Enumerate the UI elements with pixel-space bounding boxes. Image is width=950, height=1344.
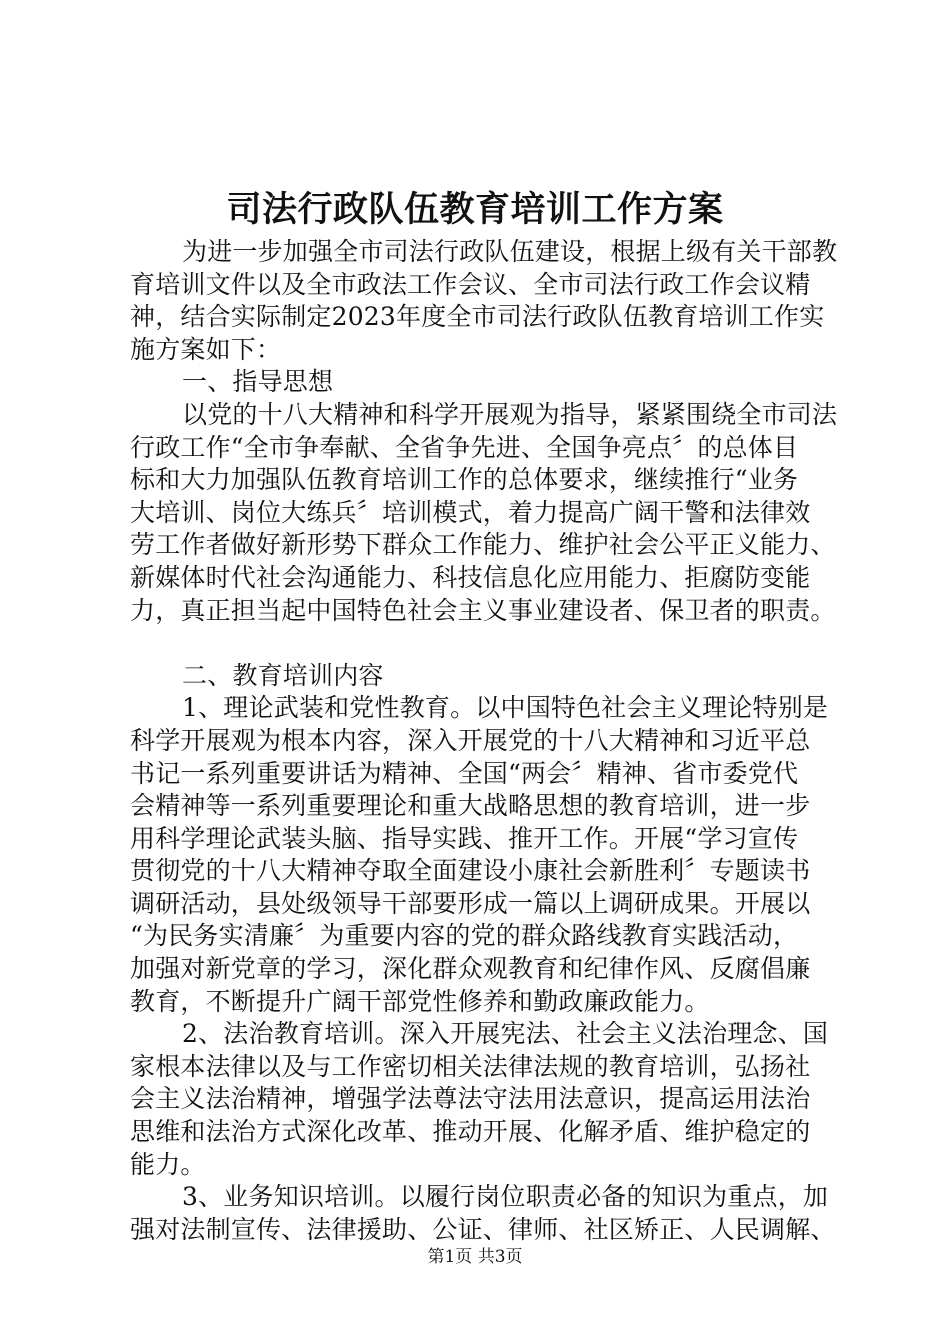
text-line: 教育，不断提升广阔干部党性修养和勤政廉政能力。 bbox=[130, 986, 710, 1016]
text-line: 神，结合实际制定2023年度全市司法行政队伍教育培训工作实 bbox=[130, 302, 825, 332]
text-line: 大培训、岗位大练兵〞培训模式，着力提高广阔干警和法律效 bbox=[130, 497, 811, 527]
page-footer: 第1页 共3页 bbox=[427, 1247, 523, 1267]
text-line: 3、业务知识培训。以履行岗位职责必备的知识为重点，加 bbox=[182, 1182, 829, 1212]
text-line: 施方案如下： bbox=[130, 334, 282, 364]
document-title: 司法行政队伍教育培训工作方案 bbox=[226, 190, 724, 230]
text-line: 1、理论武装和党性教育。以中国特色社会主义理论特别是 bbox=[182, 693, 829, 723]
text-line: 能力。 bbox=[130, 1149, 206, 1179]
text-line: “为民务实清廉〞为重要内容的党的群众路线教育实践活动， bbox=[130, 921, 799, 951]
text-line: 为进一步加强全市司法行政队伍建设，根据上级有关干部教 bbox=[182, 237, 838, 266]
text-line: 贯彻党的十八大精神夺取全面建设小康社会新胜利〞专题读书 bbox=[130, 856, 811, 886]
blank-line bbox=[130, 627, 855, 660]
text-line: 家根本法律以及与工作密切相关法律法规的教育培训，弘扬社 bbox=[130, 1051, 811, 1081]
text-line: 力，真正担当起中国特色社会主义事业建设者、保卫者的职责。 bbox=[130, 595, 836, 625]
text-line: 书记一系列重要讲话为精神、全国“两会〞精神、省市委党代 bbox=[130, 758, 799, 788]
text-line: 会主义法治精神，增强学法尊法守法用法意识，提高运用法治 bbox=[130, 1084, 811, 1114]
text-line: 会精神等一系列重要理论和重大战略思想的教育培训，进一步 bbox=[130, 791, 811, 821]
text-line: 行政工作“全市争奉献、全省争先进、全国争亮点〞的总体目 bbox=[130, 432, 799, 462]
text-line: 用科学理论武装头脑、指导实践、推开工作。开展“学习宣传 bbox=[130, 823, 799, 853]
text-line: 二、教育培训内容 bbox=[182, 660, 384, 690]
text-line: 2、法治教育培训。深入开展宪法、社会主义法治理念、国 bbox=[182, 1019, 829, 1049]
text-line: 加强对新党章的学习，深化群众观教育和纪律作风、反腐倡廉 bbox=[130, 954, 811, 984]
text-line: 科学开展观为根本内容，深入开展党的十八大精神和习近平总 bbox=[130, 725, 811, 755]
text-line: 思维和法治方式深化改革、推动开展、化解矛盾、维护稳定的 bbox=[130, 1117, 811, 1147]
text-line: 一、指导思想 bbox=[182, 367, 334, 397]
text-line: 调研活动，县处级领导干部要形成一篇以上调研成果。开展以 bbox=[130, 888, 811, 918]
text-line: 育培训文件以及全市政法工作会议、全市司法行政工作会议精 bbox=[130, 269, 811, 299]
text-line: 以党的十八大精神和科学开展观为指导，紧紧围绕全市司法 bbox=[182, 399, 838, 429]
text-line: 劳工作者做好新形势下群众工作能力、维护社会公平正义能力、 bbox=[130, 530, 836, 560]
document-body bbox=[130, 236, 855, 1246]
text-line: 标和大力加强队伍教育培训工作的总体要求，继续推行“业务 bbox=[130, 465, 799, 495]
text-line: 新媒体时代社会沟通能力、科技信息化应用能力、拒腐防变能 bbox=[130, 562, 811, 592]
text-line: 强对法制宣传、法律援助、公证、律师、社区矫正、人民调解、 bbox=[130, 1214, 836, 1244]
